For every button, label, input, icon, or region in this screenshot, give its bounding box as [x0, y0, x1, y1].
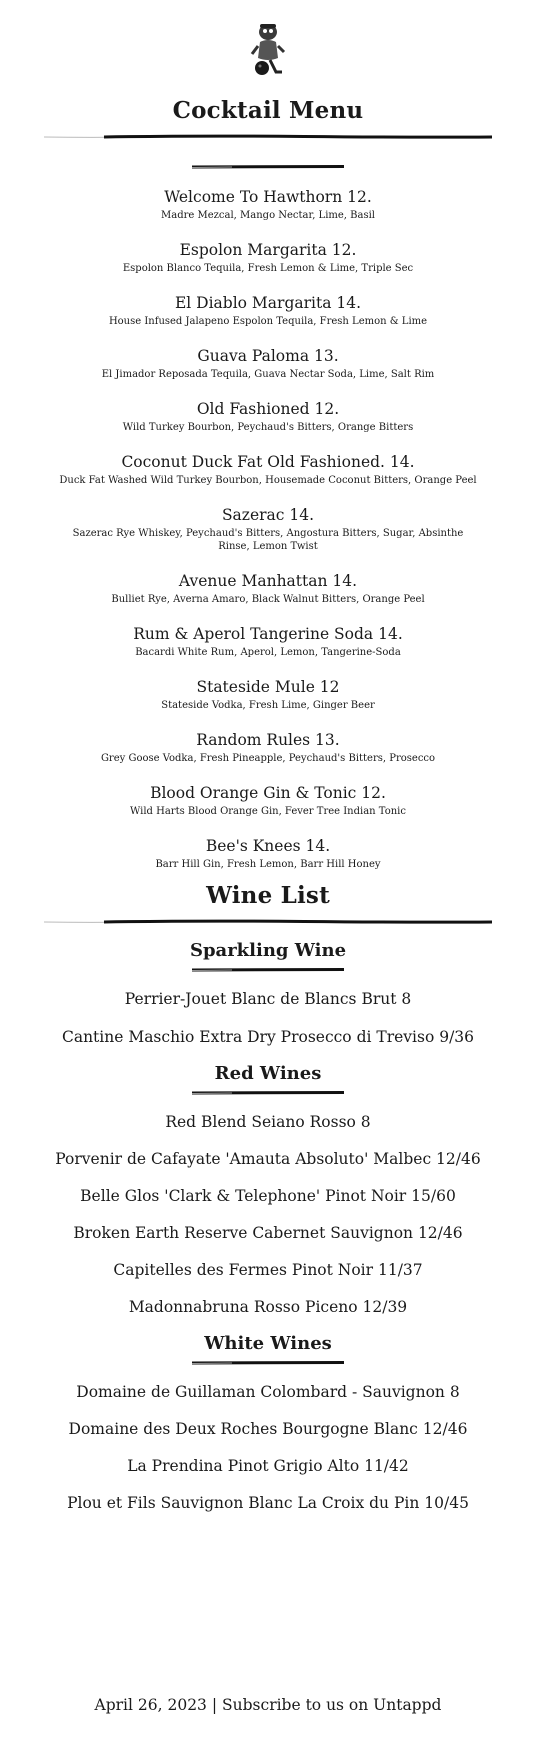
list-item: Belle Glos 'Clark & Telephone' Pinot Noir 15/60 — [80, 1187, 456, 1205]
cocktail-menu-title: Cocktail Menu — [172, 97, 364, 124]
page-footer — [0, 1695, 536, 1715]
subscribe-untappd-link[interactable]: Subscribe to us on Untappd — [222, 1696, 442, 1714]
cocktail-description: El Jimador Reposada Tequila, Guava Nectar Soda, Lime, Salt Rim — [101, 369, 435, 380]
cocktail-description: Madre Mezcal, Mango Nectar, Lime, Basil — [161, 210, 375, 221]
list-item — [0, 505, 536, 553]
cocktail-description: Grey Goose Vodka, Fresh Pineapple, Peychaud's Bitters, Prosecco — [100, 753, 436, 764]
decorative-rule — [44, 134, 492, 140]
cocktail-description: Stateside Vodka, Fresh Lime, Ginger Beer — [161, 700, 375, 711]
list-item: Cantine Maschio Extra Dry Prosecco di Treviso 9/36 — [61, 1028, 475, 1046]
cocktail-name: Random Rules 13. — [196, 731, 340, 749]
list-item: Capitelles des Fermes Pinot Noir 11/37 — [113, 1261, 423, 1279]
sparkling-wine-title: Sparkling Wine — [189, 940, 347, 961]
list-item — [0, 452, 536, 487]
list-item — [0, 399, 536, 434]
list-item: Plou et Fils Sauvignon Blanc La Croix du Pin 10/45 — [67, 1494, 469, 1512]
cocktail-name: El Diablo Margarita 14. — [174, 294, 362, 312]
decorative-rule — [44, 919, 492, 925]
list-item — [0, 783, 536, 818]
list-item — [0, 571, 536, 606]
red-wines-title: Red Wines — [214, 1063, 322, 1084]
list-item: Broken Earth Reserve Cabernet Sauvignon 12/46 — [73, 1224, 463, 1242]
decorative-rule-short — [192, 1090, 344, 1095]
cocktail-name: Coconut Duck Fat Old Fashioned. 14. — [121, 453, 415, 471]
list-item — [0, 730, 536, 765]
cocktail-name: Welcome To Hawthorn 12. — [164, 188, 372, 206]
decorative-rule-short — [192, 967, 344, 972]
cocktail-name: Guava Paloma 13. — [197, 347, 339, 365]
cocktail-name: Espolon Margarita 12. — [179, 241, 357, 259]
cocktail-description: Wild Harts Blood Orange Gin, Fever Tree Indian Tonic — [130, 806, 406, 817]
list-item: Madonnabruna Rosso Piceno 12/39 — [128, 1298, 408, 1316]
menu-page — [0, 20, 536, 1513]
white-wines-title: White Wines — [204, 1333, 332, 1354]
cocktail-description: Barr Hill Gin, Fresh Lemon, Barr Hill Honey — [155, 859, 381, 870]
mascot-logo-icon — [246, 20, 290, 78]
cocktail-description: Sazerac Rye Whiskey, Peychaud's Bitters, Angostura Bitters, Sugar, Absinthe Rinse, Lemon Twist — [72, 528, 464, 552]
list-item: Red Blend Seiano Rosso 8 — [165, 1113, 371, 1131]
list-item — [0, 836, 536, 871]
cocktail-description: Duck Fat Washed Wild Turkey Bourbon, Housemade Coconut Bitters, Orange Peel — [59, 475, 477, 486]
decorative-rule-short — [192, 1360, 344, 1365]
cocktail-description: Bulliet Rye, Averna Amaro, Black Walnut Bitters, Orange Peel — [111, 594, 425, 605]
list-item: Domaine des Deux Roches Bourgogne Blanc 12/46 — [68, 1420, 468, 1438]
cocktail-name: Rum & Aperol Tangerine Soda 14. — [133, 625, 403, 643]
list-item: La Prendina Pinot Grigio Alto 11/42 — [127, 1457, 409, 1475]
cocktail-list — [0, 187, 536, 871]
cocktail-name: Avenue Manhattan 14. — [178, 572, 358, 590]
cocktail-description: House Infused Jalapeno Espolon Tequila, Fresh Lemon & Lime — [108, 316, 428, 327]
cocktail-description: Espolon Blanco Tequila, Fresh Lemon & Lime, Triple Sec — [122, 263, 414, 274]
cocktail-description: Bacardi White Rum, Aperol, Lemon, Tangerine-Soda — [135, 647, 401, 658]
list-item — [0, 624, 536, 659]
list-item — [0, 240, 536, 275]
decorative-rule-short — [192, 164, 344, 169]
cocktail-name: Sazerac 14. — [221, 506, 315, 524]
red-wine-list — [0, 1112, 536, 1317]
list-item: Domaine de Guillaman Colombard - Sauvignon 8 — [76, 1383, 460, 1401]
list-item: Perrier-Jouet Blanc de Blancs Brut 8 — [124, 990, 412, 1008]
list-item — [0, 677, 536, 712]
footer-separator: | — [211, 1696, 218, 1714]
list-item: Porvenir de Cafayate 'Amauta Absoluto' Malbec 12/46 — [55, 1150, 481, 1168]
list-item — [0, 187, 536, 222]
sparkling-wine-list — [0, 989, 536, 1047]
white-wine-list — [0, 1382, 536, 1513]
cocktail-description: Wild Turkey Bourbon, Peychaud's Bitters, Orange Bitters — [122, 422, 414, 433]
list-item — [0, 346, 536, 381]
cocktail-name: Blood Orange Gin & Tonic 12. — [150, 784, 386, 802]
cocktail-name: Stateside Mule 12 — [196, 678, 340, 696]
cocktail-name: Bee's Knees 14. — [205, 837, 331, 855]
cocktail-name: Old Fashioned 12. — [196, 400, 340, 418]
list-item — [0, 293, 536, 328]
menu-date: April 26, 2023 — [94, 1696, 207, 1714]
wine-list-title: Wine List — [206, 882, 330, 909]
